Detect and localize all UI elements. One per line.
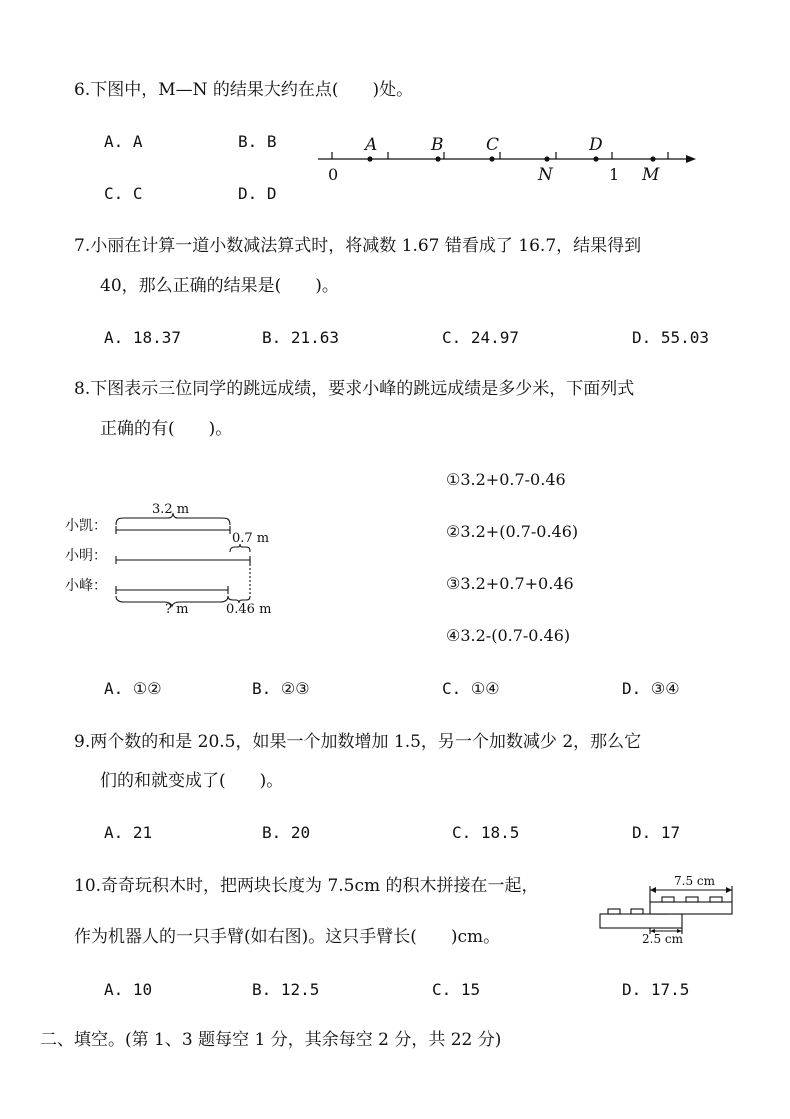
label-0-7m: 0.7 m: [232, 531, 270, 546]
q7-option-d: D. 55.03: [632, 328, 710, 347]
q7-stem-line1: 7.小丽在计算一道小数减法算式时，将减数 1.67 错看成了 16.7，结果得到: [74, 236, 642, 256]
label-m: M: [642, 165, 660, 185]
q9-option-a: A. 21: [104, 823, 153, 842]
q8-formula-4: ④3.2-(0.7-0.46): [446, 626, 571, 645]
q8-option-d: D. ③④: [622, 679, 680, 698]
label-n: N: [538, 165, 553, 185]
label-7-5cm: 7.5 cm: [674, 874, 715, 888]
q6-option-d: D. D: [238, 184, 277, 203]
name-xiaoming: 小明：: [65, 548, 107, 564]
label-a: A: [365, 135, 378, 155]
label-b: B: [431, 135, 444, 155]
q7-option-c: C. 24.97: [442, 328, 520, 347]
q9-stem-line2: 们的和就变成了( )。: [100, 771, 284, 791]
q10-stem-line1: 10.奇奇玩积木时，把两块长度为 7.5cm 的积木拼接在一起，: [74, 876, 539, 896]
q7-stem-line2: 40，那么正确的结果是( )。: [100, 276, 339, 296]
jump-distance-figure: [60, 496, 290, 622]
q8-stem-line2: 正确的有( )。: [100, 419, 233, 439]
q8-option-b: B. ②③: [252, 679, 310, 698]
q6-stem: 6.下图中，M—N 的结果大约在点( )处。: [74, 80, 414, 100]
number-line-figure: [310, 130, 700, 190]
q8-stem-line1: 8.下图表示三位同学的跳远成绩，要求小峰的跳远成绩是多少米，下面列式: [74, 379, 635, 399]
q10-option-d: D. 17.5: [622, 980, 690, 999]
label-question-m: ? m: [165, 602, 189, 617]
name-xiaofeng: 小峰：: [65, 578, 107, 594]
q8-option-c: C. ①④: [442, 679, 500, 698]
label-3-2m: 3.2 m: [152, 502, 190, 517]
label-0-46m: 0.46 m: [226, 602, 272, 617]
q8-formula-3: ③3.2+0.7+0.46: [446, 574, 574, 593]
label-d: D: [589, 135, 603, 155]
q10-option-c: C. 15: [432, 980, 481, 999]
q10-option-b: B. 12.5: [252, 980, 320, 999]
block-upper: [650, 902, 732, 914]
q9-stem-line1: 9.两个数的和是 20.5，如果一个加数增加 1.5，另一个加数减少 2，那么它: [74, 732, 642, 752]
brace-3-2m: [116, 513, 230, 525]
label-c: C: [486, 135, 500, 155]
q6-option-a: A. A: [104, 132, 143, 151]
q8-option-a: A. ①②: [104, 679, 162, 698]
q9-option-c: C. 18.5: [452, 823, 520, 842]
q7-option-b: B. 21.63: [262, 328, 340, 347]
q9-option-d: D. 17: [632, 823, 681, 842]
label-2-5cm: 2.5 cm: [642, 932, 683, 946]
q7-option-a: A. 18.37: [104, 328, 182, 347]
block-lower: [600, 914, 682, 928]
label-0: 0: [328, 165, 339, 184]
q10-option-a: A. 10: [104, 980, 153, 999]
q10-stem-line2: 作为机器人的一只手臂(如右图)。这只手臂长( )cm。: [74, 927, 501, 947]
block-arm-figure: [594, 872, 744, 948]
section2-heading: 二、填空。(第 1、3 题每空 1 分，其余每空 2 分，共 22 分): [40, 1030, 502, 1050]
q9-option-b: B. 20: [262, 823, 311, 842]
q8-formula-2: ②3.2+(0.7-0.46): [446, 522, 579, 541]
name-xiaokai: 小凯：: [65, 518, 107, 534]
q6-option-c: C. C: [104, 184, 143, 203]
number-line-arrow: [686, 155, 696, 163]
q6-option-b: B. B: [238, 132, 277, 151]
label-1: 1: [609, 165, 620, 184]
q8-formula-1: ①3.2+0.7-0.46: [446, 470, 566, 489]
number-line-ticks: [332, 152, 668, 159]
